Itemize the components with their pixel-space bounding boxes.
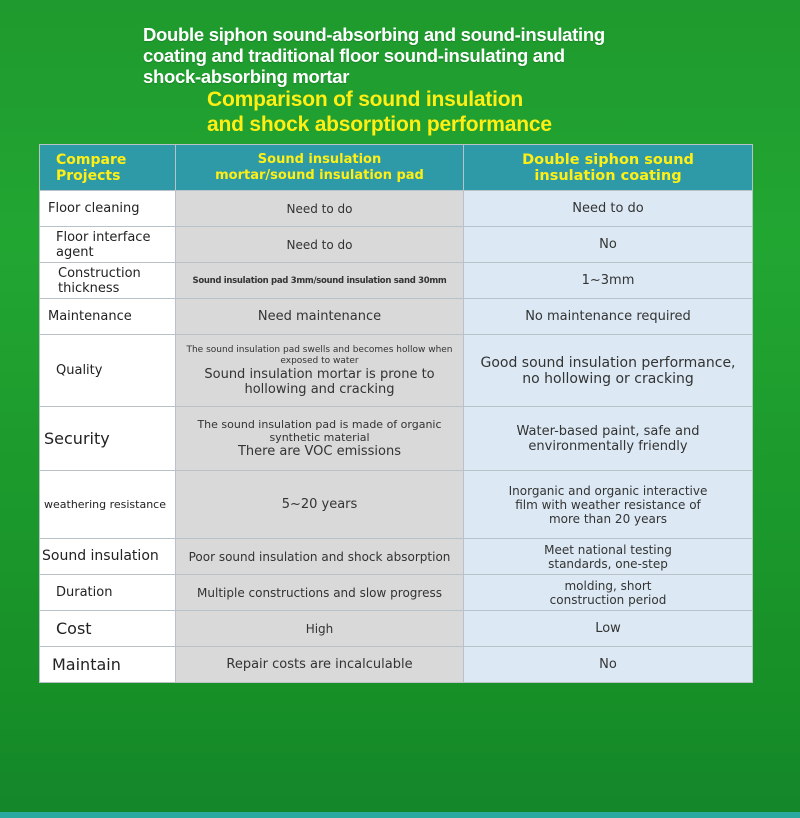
traditional-cell: Repair costs are incalculable <box>176 647 464 683</box>
table-row <box>40 191 753 227</box>
traditional-cell-text: There are VOC emissions <box>237 443 402 459</box>
heading-line-3: shock-absorbing mortar <box>143 66 350 87</box>
coating-cell: Good sound insulation performance, no hollowing or cracking <box>464 335 753 407</box>
subheading-line-2: and shock absorption performance <box>207 113 552 136</box>
coating-cell: 1~3mm <box>464 263 753 299</box>
header-coating-line-2: insulation coating <box>534 167 682 184</box>
comparison-table-wrapper <box>39 144 752 683</box>
coating-cell: Meet national testing standards, one-step <box>464 539 753 575</box>
traditional-cell-text: Sound insulation mortar is prone to hollowing and cracking <box>204 366 435 397</box>
row-label: Security <box>40 407 176 471</box>
page-heading <box>143 24 663 87</box>
header-compare-projects <box>40 145 176 191</box>
header-compare-line-2: Projects <box>56 167 121 184</box>
coating-cell: Inorganic and organic interactive film with weather resistance of more than 20 years <box>464 471 753 539</box>
traditional-cell: Need maintenance <box>176 299 464 335</box>
row-label: Duration <box>40 575 176 611</box>
comparison-table <box>39 144 753 683</box>
traditional-cell-text: Sound insulation pad 3mm/sound insulation sand 30mm <box>192 275 447 286</box>
traditional-cell: Need to do <box>176 191 464 227</box>
traditional-cell <box>176 263 464 299</box>
traditional-cell: Multiple constructions and slow progress <box>176 575 464 611</box>
table-row <box>40 227 753 263</box>
header-coating <box>464 145 753 191</box>
traditional-cell-note: The sound insulation pad is made of organic synthetic material <box>197 417 442 444</box>
coating-cell: No <box>464 647 753 683</box>
traditional-cell: Need to do <box>176 227 464 263</box>
header-compare-line-1: Compare <box>56 151 127 168</box>
table-row <box>40 263 753 299</box>
table-row <box>40 575 753 611</box>
row-label: weathering resistance <box>40 471 176 539</box>
traditional-cell <box>176 335 464 407</box>
row-label: Maintenance <box>40 299 176 335</box>
row-label: Construction thickness <box>40 263 176 299</box>
traditional-cell-note: The sound insulation pad swells and becomes hollow when exposed to water <box>186 344 453 366</box>
coating-cell: No maintenance required <box>464 299 753 335</box>
traditional-cell: High <box>176 611 464 647</box>
traditional-cell <box>176 407 464 471</box>
header-traditional-line-1: Sound insulation <box>257 151 382 167</box>
heading-line-2: coating and traditional floor sound-insulating and <box>143 45 565 66</box>
header-traditional-line-2: mortar/sound insulation pad <box>215 167 424 183</box>
traditional-cell: Poor sound insulation and shock absorption <box>176 539 464 575</box>
row-label: Floor cleaning <box>40 191 176 227</box>
row-label: Maintain <box>40 647 176 683</box>
bottom-strip <box>0 812 800 818</box>
row-label: Quality <box>40 335 176 407</box>
row-label: Sound insulation <box>40 539 176 575</box>
table-row <box>40 335 753 407</box>
table-row <box>40 611 753 647</box>
coating-cell: Low <box>464 611 753 647</box>
row-label: Floor interface agent <box>40 227 176 263</box>
coating-cell: No <box>464 227 753 263</box>
heading-line-1: Double siphon sound-absorbing and sound-insulating <box>143 24 605 45</box>
table-row <box>40 471 753 539</box>
table-row <box>40 539 753 575</box>
coating-cell: Need to do <box>464 191 753 227</box>
page-subheading <box>207 87 627 137</box>
header-traditional <box>176 145 464 191</box>
table-row <box>40 647 753 683</box>
row-label: Cost <box>40 611 176 647</box>
coating-cell: Water-based paint, safe and environmentally friendly <box>464 407 753 471</box>
table-row <box>40 407 753 471</box>
coating-cell: molding, short construction period <box>464 575 753 611</box>
table-header-row <box>40 145 753 191</box>
table-row <box>40 299 753 335</box>
subheading-line-1: Comparison of sound insulation <box>207 88 523 111</box>
header-coating-line-1: Double siphon sound <box>522 151 694 168</box>
traditional-cell: 5~20 years <box>176 471 464 539</box>
